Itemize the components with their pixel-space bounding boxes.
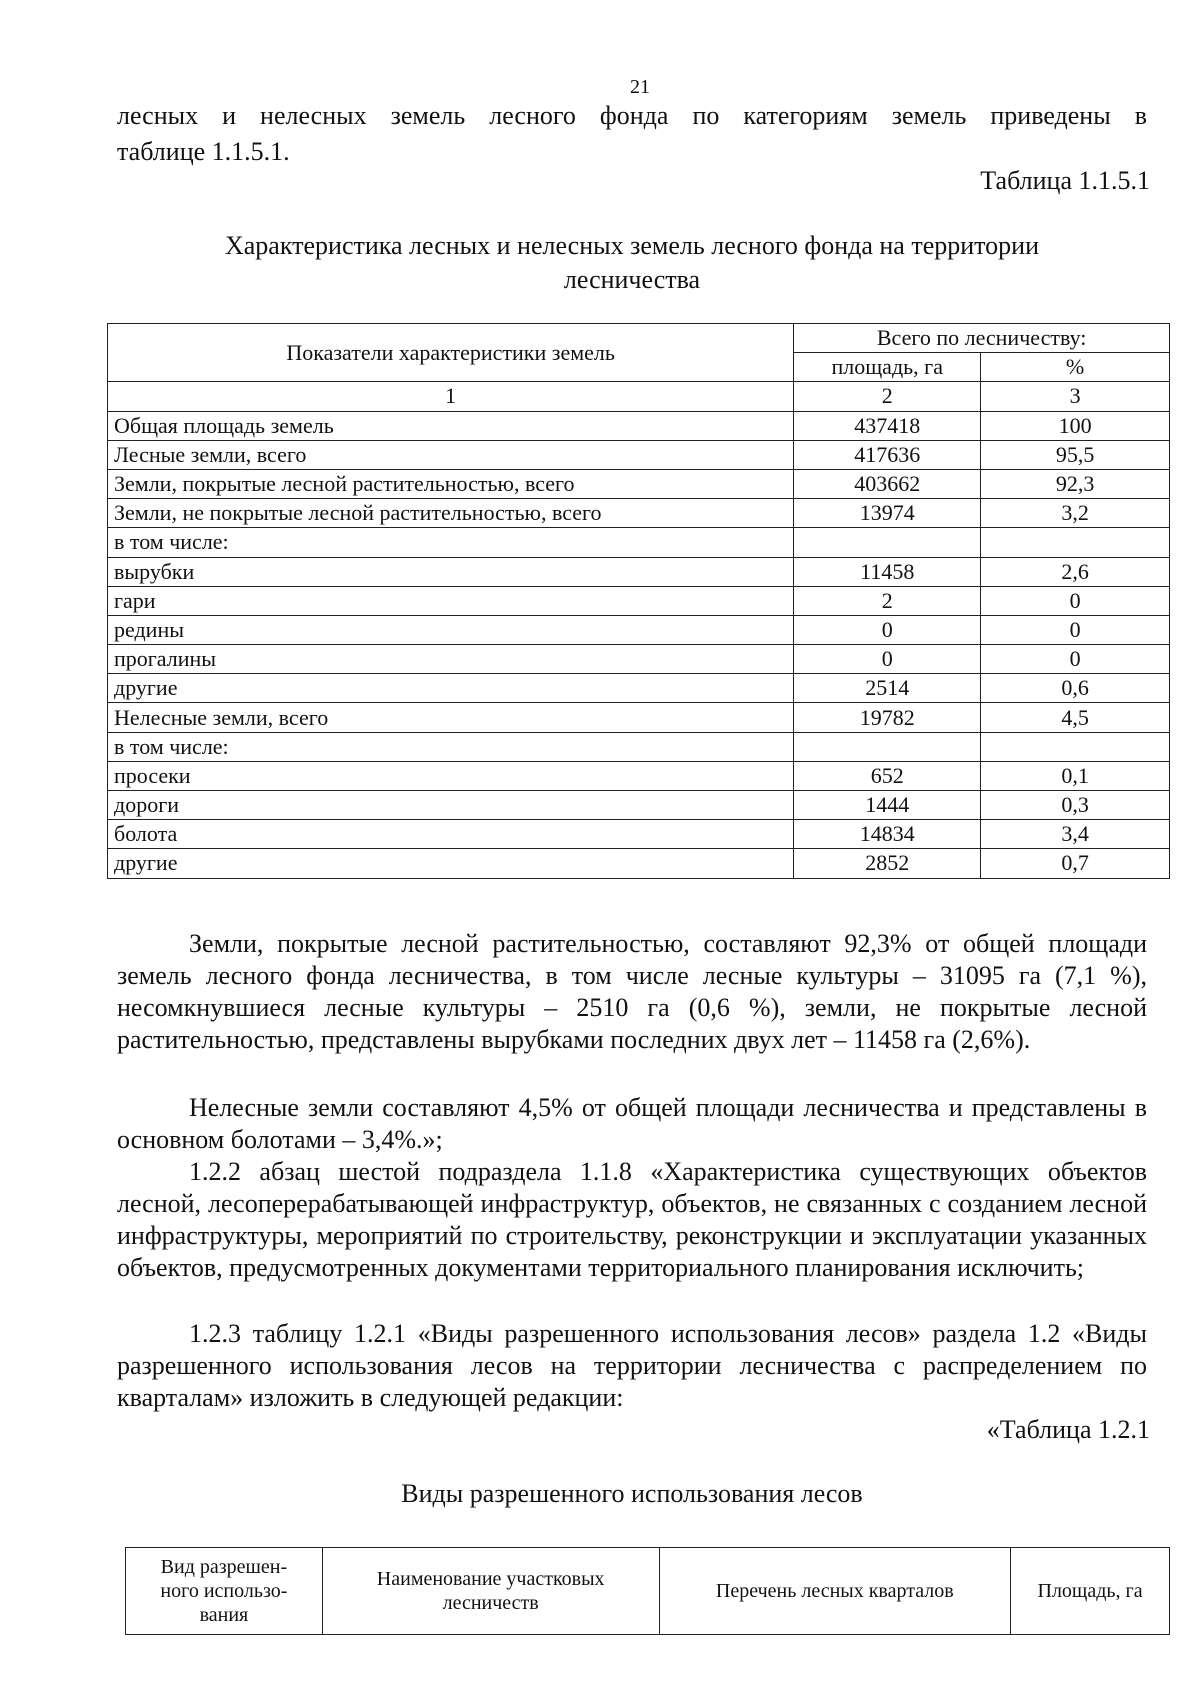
header-use-type-line: вания [199, 1604, 249, 1626]
table-header-row [108, 324, 1170, 353]
header-quarters-list: Перечень лесных кварталов [659, 1548, 1011, 1635]
table1-label: Таблица 1.1.5.1 [980, 166, 1150, 195]
table-row [108, 557, 1170, 586]
table-row [108, 849, 1170, 878]
col-number: 3 [981, 382, 1170, 411]
row-percent: 92,3 [981, 469, 1170, 498]
row-label: Нелесные земли, всего [108, 703, 794, 732]
paragraph-nonforest: Нелесные земли составляют 4,5% от общей площади лесничества и представлены в основном болотами – 3,4%.»; [117, 1093, 1147, 1154]
paragraph-1-2-2: 1.2.2 абзац шестой подраздела 1.1.8 «Характеристика существующих объектов лесной, лесоперерабатывающей инфраструктур, объектов, не связанных с созданием лесной инфраструктуры, мероприятий по строительству, реконструкции и эксплуатации указанных объектов, предусмотренных документами территориального планирования исключить; [117, 1157, 1147, 1282]
intro-line-1: лесных и нелесных земель лесного фонда по категориям земель приведены в [117, 101, 1147, 130]
row-label: болота [108, 820, 794, 849]
table2-label: «Таблица 1.2.1 [986, 1415, 1150, 1444]
table1-title-line-2: лесничества [563, 265, 701, 294]
header-area-ha: Площадь, га [1011, 1548, 1170, 1635]
land-characteristics-table [107, 323, 1170, 879]
intro-line-2: таблице 1.1.5.1. [117, 137, 290, 166]
header-use-type [126, 1548, 323, 1635]
paragraph-forest-cover: Земли, покрытые лесной растительностью, составляют 92,3% от общей площади земель лесного фонда лесничества, в том числе лесные культуры – 31095 га (7,1 %), несомкнувшиеся лесные культуры – 2510 га (0,6 %), земли, не покрытые лесной растительностью, представлены вырубками последних двух лет – 11458 га (2,6%). [117, 929, 1147, 1054]
row-area [794, 732, 981, 761]
permitted-use-table [125, 1547, 1170, 1635]
row-percent: 100 [981, 411, 1170, 440]
row-percent: 3,2 [981, 499, 1170, 528]
row-label: просеки [108, 761, 794, 790]
table-row [108, 732, 1170, 761]
row-area: 0 [794, 645, 981, 674]
row-label: в том числе: [108, 528, 794, 557]
header-total: Всего по лесничеству: [794, 324, 1170, 353]
table-row [108, 440, 1170, 469]
header-area: площадь, га [794, 353, 981, 382]
row-area: 13974 [794, 499, 981, 528]
table-row [108, 528, 1170, 557]
table-row [108, 761, 1170, 790]
table-row [108, 791, 1170, 820]
row-percent: 0 [981, 645, 1170, 674]
row-percent: 0,7 [981, 849, 1170, 878]
col-number: 1 [108, 382, 794, 411]
header-use-type-line: ного использо- [160, 1580, 288, 1602]
header-district-line: Наименование участковых [376, 1568, 605, 1590]
table-row [108, 703, 1170, 732]
row-label: Земли, не покрытые лесной растительностью, всего [108, 499, 794, 528]
row-area: 2852 [794, 849, 981, 878]
row-percent: 0 [981, 615, 1170, 644]
table-row [108, 411, 1170, 440]
row-percent: 95,5 [981, 440, 1170, 469]
table-row [108, 674, 1170, 703]
table2-header-row [126, 1548, 1170, 1635]
row-area: 1444 [794, 791, 981, 820]
row-area: 2 [794, 586, 981, 615]
row-percent: 2,6 [981, 557, 1170, 586]
row-label: прогалины [108, 645, 794, 674]
table1-title-line-1: Характеристика лесных и нелесных земель лесного фонда на территории [224, 231, 1039, 260]
page-number: 21 [630, 76, 650, 98]
row-label: дороги [108, 791, 794, 820]
row-label: вырубки [108, 557, 794, 586]
row-percent [981, 732, 1170, 761]
table-row [108, 615, 1170, 644]
header-percent: % [981, 353, 1170, 382]
row-label: гари [108, 586, 794, 615]
row-area: 14834 [794, 820, 981, 849]
table-row [108, 586, 1170, 615]
col-number: 2 [794, 382, 981, 411]
row-percent [981, 528, 1170, 557]
table-row [108, 499, 1170, 528]
row-label: в том числе: [108, 732, 794, 761]
row-area: 403662 [794, 469, 981, 498]
row-percent: 0,1 [981, 761, 1170, 790]
table2-title: Виды разрешенного использования лесов [401, 1479, 863, 1508]
row-area [794, 528, 981, 557]
row-area: 0 [794, 615, 981, 644]
row-area: 11458 [794, 557, 981, 586]
header-district-name [322, 1548, 659, 1635]
header-district-line: лесничеств [442, 1592, 539, 1614]
row-percent: 4,5 [981, 703, 1170, 732]
table-row [108, 820, 1170, 849]
header-indicator: Показатели характеристики земель [108, 324, 794, 382]
table-row [108, 469, 1170, 498]
row-label: Лесные земли, всего [108, 440, 794, 469]
table-row [108, 645, 1170, 674]
column-number-row [108, 382, 1170, 411]
header-use-type-line: Вид разрешен- [160, 1556, 288, 1578]
paragraph-1-2-3: 1.2.3 таблицу 1.2.1 «Виды разрешенного использования лесов» раздела 1.2 «Виды разрешенного использования лесов на территории лесничества с распределением по кварталам» изложить в следующей редакции: [117, 1319, 1147, 1412]
row-area: 437418 [794, 411, 981, 440]
row-label: Общая площадь земель [108, 411, 794, 440]
row-label: другие [108, 674, 794, 703]
row-area: 652 [794, 761, 981, 790]
row-percent: 0,3 [981, 791, 1170, 820]
row-label: другие [108, 849, 794, 878]
row-label: Земли, покрытые лесной растительностью, всего [108, 469, 794, 498]
row-percent: 0,6 [981, 674, 1170, 703]
row-percent: 0 [981, 586, 1170, 615]
row-area: 2514 [794, 674, 981, 703]
row-area: 19782 [794, 703, 981, 732]
row-label: редины [108, 615, 794, 644]
row-percent: 3,4 [981, 820, 1170, 849]
row-area: 417636 [794, 440, 981, 469]
